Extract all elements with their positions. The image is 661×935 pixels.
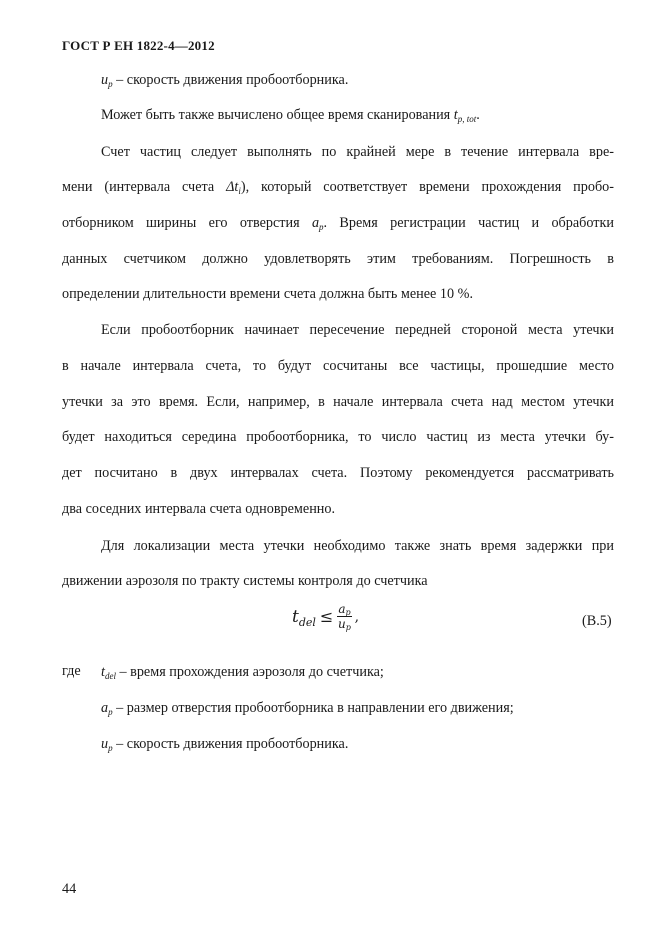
paragraph-line: в начале интервала счета, то будут сосчитаны все частицы, прошедшие место <box>62 358 614 374</box>
definition-text: – скорость движения пробоотборника. <box>112 736 349 752</box>
paragraph-line: утечки за это время. Если, например, в начале интервала счета над местом утечки <box>62 394 614 410</box>
page-number: 44 <box>62 881 77 897</box>
text-fragment: мени (интервала счета <box>62 179 227 195</box>
paragraph-line: дет посчитано в двух интервалах счета. Поэтому рекомендуется рассматривать <box>62 465 614 481</box>
definition-line <box>101 71 614 89</box>
paragraph-line <box>62 214 614 232</box>
where-label: где <box>62 663 81 679</box>
paragraph-line: Счет частиц следует выполнять по крайней мере в течение интервала вре- <box>101 144 614 160</box>
symbol-subscript: p <box>319 222 324 232</box>
paragraph-line: Для локализации места утечки необходимо также знать время задержки при <box>101 538 614 554</box>
paragraph-line: два соседних интервала счета одновременно. <box>62 501 336 517</box>
period: . <box>476 107 480 123</box>
symbol-subscript: p, tot <box>457 114 477 124</box>
symbol-subscript: p <box>108 743 113 753</box>
definition-line <box>101 663 614 681</box>
fraction-denominator: $u_p$ <box>338 617 351 632</box>
definition-text: – время прохождения аэрозоля до счетчика; <box>115 664 384 680</box>
text-fragment: отборником ширины его отверстия <box>62 215 312 231</box>
definition-text: – размер отверстия пробоотборника в направлении его движения; <box>112 700 514 716</box>
symbol: t <box>453 107 458 123</box>
symbol-subscript: i <box>238 186 241 196</box>
text-fragment: . Время регистрации частиц и обработки <box>323 215 614 231</box>
less-equal-sign: ≤ <box>319 607 334 626</box>
paragraph-line: движении аэрозоля по тракту системы контроля до счетчика <box>62 573 428 589</box>
paragraph-line: данных счетчиком должно удовлетворять этим требованиям. Погрешность в <box>62 251 614 267</box>
formula-fraction <box>337 602 351 631</box>
paragraph-line: определении длительности времени счета должна быть менее 10 %. <box>62 286 474 302</box>
paragraph-line: будет находиться середина пробоотборника, то число частиц из места утечки бу- <box>62 429 614 445</box>
definition-text: – скорость движения пробоотборника. <box>112 72 349 88</box>
fraction-numerator: $a_p$ <box>338 602 351 617</box>
symbol: a <box>311 215 320 231</box>
standard-header: ГОСТ Р ЕН 1822-4—2012 <box>62 38 215 53</box>
symbol-subscript: p <box>108 707 113 717</box>
text-fragment: ), который соответствует времени прохождения пробо- <box>240 179 614 195</box>
symbol: t <box>101 664 105 680</box>
paragraph-line: Если пробоотборник начинает пересечение передней стороной места утечки <box>101 322 614 338</box>
symbol: u <box>101 72 109 88</box>
definition-line <box>101 699 614 717</box>
equation-number: (В.5) <box>582 613 612 629</box>
scan-time-text: Может быть также вычислено общее время сканирования <box>101 107 454 123</box>
formula-lhs: $t_{del}$ <box>292 606 316 629</box>
scan-time-line <box>101 106 614 124</box>
definition-line <box>101 735 614 753</box>
symbol: u <box>101 736 109 752</box>
paragraph-line <box>62 178 614 196</box>
delay-formula <box>292 602 359 631</box>
symbol-subscript: del <box>104 671 116 681</box>
formula-comma: , <box>354 608 360 625</box>
symbol-subscript: p <box>108 79 113 89</box>
symbol: a <box>101 700 109 716</box>
symbol: Δt <box>226 179 239 195</box>
